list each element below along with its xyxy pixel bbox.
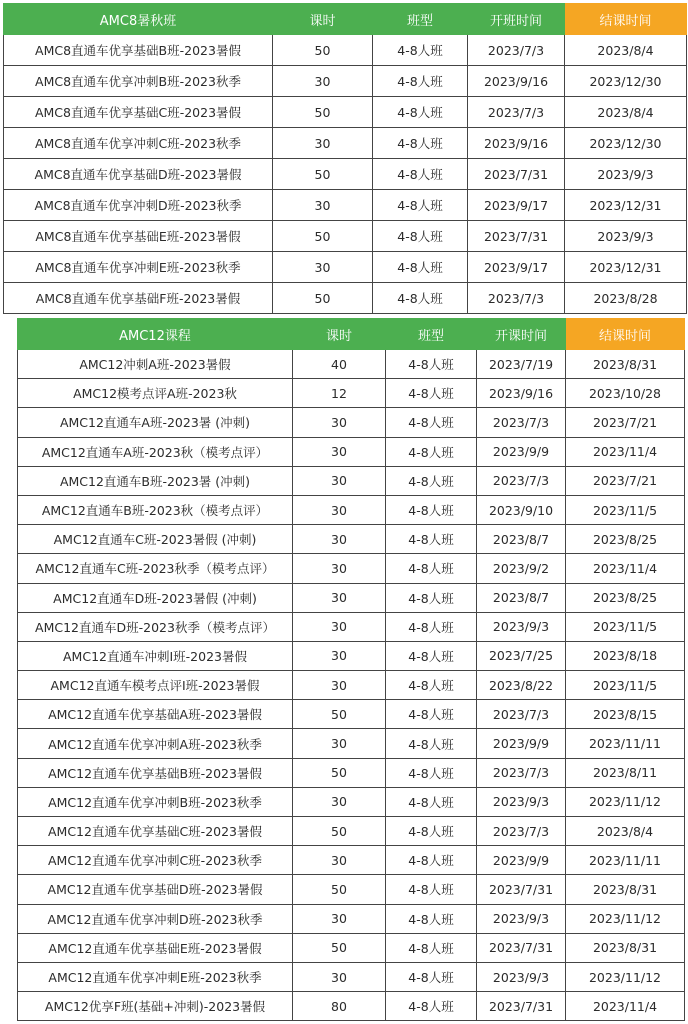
start-date-cell: 2023/7/31 bbox=[468, 159, 565, 190]
class-type-cell: 4-8人班 bbox=[386, 787, 477, 816]
start-date-cell: 2023/7/3 bbox=[468, 283, 565, 314]
hours-cell: 30 bbox=[293, 787, 386, 816]
table-row bbox=[4, 221, 687, 252]
table-row bbox=[18, 408, 685, 437]
start-date-cell: 2023/9/17 bbox=[468, 252, 565, 283]
amc8-header-row bbox=[4, 4, 687, 35]
class-type-cell: 4-8人班 bbox=[386, 671, 477, 700]
start-date-cell: 2023/9/9 bbox=[477, 846, 566, 875]
hours-cell: 30 bbox=[293, 495, 386, 524]
start-date-cell: 2023/9/16 bbox=[468, 66, 565, 97]
course-name-cell: AMC8直通车优享冲刺E班-2023秋季 bbox=[4, 252, 273, 283]
table-row bbox=[18, 817, 685, 846]
table-row bbox=[18, 379, 685, 408]
course-name-cell: AMC12直通车优享冲刺D班-2023秋季 bbox=[18, 904, 293, 933]
course-name-cell: AMC12直通车优享冲刺E班-2023秋季 bbox=[18, 962, 293, 991]
hours-cell: 50 bbox=[273, 97, 373, 128]
hours-cell: 50 bbox=[293, 875, 386, 904]
table-row bbox=[18, 846, 685, 875]
table-row bbox=[18, 437, 685, 466]
course-name-cell: AMC8直通车优享基础C班-2023暑假 bbox=[4, 97, 273, 128]
table-row bbox=[18, 758, 685, 787]
table-row bbox=[18, 962, 685, 991]
table-row bbox=[18, 583, 685, 612]
table-row bbox=[18, 466, 685, 495]
class-type-cell: 4-8人班 bbox=[373, 66, 468, 97]
amc8-schedule-table bbox=[3, 3, 687, 314]
hours-cell: 50 bbox=[273, 159, 373, 190]
end-date-cell: 2023/12/30 bbox=[565, 66, 687, 97]
class-type-cell: 4-8人班 bbox=[386, 962, 477, 991]
course-name-cell: AMC12直通车优享基础B班-2023暑假 bbox=[18, 758, 293, 787]
table-row bbox=[4, 97, 687, 128]
start-date-cell: 2023/9/16 bbox=[477, 379, 566, 408]
start-date-cell: 2023/7/3 bbox=[477, 817, 566, 846]
start-date-cell: 2023/7/3 bbox=[477, 700, 566, 729]
hours-cell: 30 bbox=[293, 408, 386, 437]
header-start-date: 开班时间 bbox=[468, 4, 565, 35]
start-date-cell: 2023/7/19 bbox=[477, 350, 566, 379]
course-name-cell: AMC8直通车优享基础E班-2023暑假 bbox=[4, 221, 273, 252]
hours-cell: 30 bbox=[293, 583, 386, 612]
amc12-table-body bbox=[18, 350, 685, 1021]
end-date-cell: 2023/8/4 bbox=[566, 817, 685, 846]
start-date-cell: 2023/9/9 bbox=[477, 437, 566, 466]
hours-cell: 30 bbox=[293, 729, 386, 758]
hours-cell: 30 bbox=[273, 190, 373, 221]
end-date-cell: 2023/11/12 bbox=[566, 787, 685, 816]
end-date-cell: 2023/11/4 bbox=[566, 554, 685, 583]
hours-cell: 50 bbox=[293, 933, 386, 962]
hours-cell: 30 bbox=[293, 612, 386, 641]
end-date-cell: 2023/11/4 bbox=[566, 437, 685, 466]
table-row bbox=[18, 554, 685, 583]
class-type-cell: 4-8人班 bbox=[386, 437, 477, 466]
class-type-cell: 4-8人班 bbox=[373, 128, 468, 159]
hours-cell: 40 bbox=[293, 350, 386, 379]
hours-cell: 30 bbox=[293, 554, 386, 583]
class-type-cell: 4-8人班 bbox=[386, 846, 477, 875]
end-date-cell: 2023/12/31 bbox=[565, 252, 687, 283]
end-date-cell: 2023/12/30 bbox=[565, 128, 687, 159]
class-type-cell: 4-8人班 bbox=[373, 35, 468, 66]
table-row bbox=[18, 671, 685, 700]
end-date-cell: 2023/11/11 bbox=[566, 846, 685, 875]
end-date-cell: 2023/8/11 bbox=[566, 758, 685, 787]
course-name-cell: AMC12直通车B班-2023秋（模考点评） bbox=[18, 495, 293, 524]
hours-cell: 80 bbox=[293, 992, 386, 1021]
hours-cell: 30 bbox=[293, 671, 386, 700]
course-name-cell: AMC12直通车冲刺I班-2023暑假 bbox=[18, 641, 293, 670]
start-date-cell: 2023/9/3 bbox=[477, 962, 566, 991]
course-name-cell: AMC8直通车优享基础F班-2023暑假 bbox=[4, 283, 273, 314]
table-row bbox=[18, 525, 685, 554]
amc12-schedule-table bbox=[17, 318, 685, 1021]
start-date-cell: 2023/8/22 bbox=[477, 671, 566, 700]
start-date-cell: 2023/9/3 bbox=[477, 787, 566, 816]
table-row bbox=[18, 992, 685, 1021]
course-name-cell: AMC12直通车D班-2023秋季（模考点评） bbox=[18, 612, 293, 641]
start-date-cell: 2023/7/25 bbox=[477, 641, 566, 670]
start-date-cell: 2023/9/17 bbox=[468, 190, 565, 221]
class-type-cell: 4-8人班 bbox=[386, 495, 477, 524]
course-name-cell: AMC12冲刺A班-2023暑假 bbox=[18, 350, 293, 379]
end-date-cell: 2023/12/31 bbox=[565, 190, 687, 221]
class-type-cell: 4-8人班 bbox=[386, 904, 477, 933]
class-type-cell: 4-8人班 bbox=[386, 525, 477, 554]
course-name-cell: AMC8直通车优享冲刺C班-2023秋季 bbox=[4, 128, 273, 159]
hours-cell: 12 bbox=[293, 379, 386, 408]
table-row bbox=[4, 35, 687, 66]
start-date-cell: 2023/8/7 bbox=[477, 583, 566, 612]
class-type-cell: 4-8人班 bbox=[386, 466, 477, 495]
hours-cell: 50 bbox=[293, 700, 386, 729]
class-type-cell: 4-8人班 bbox=[386, 875, 477, 904]
start-date-cell: 2023/7/3 bbox=[468, 35, 565, 66]
hours-cell: 30 bbox=[293, 904, 386, 933]
start-date-cell: 2023/9/10 bbox=[477, 495, 566, 524]
table-row bbox=[4, 128, 687, 159]
table-row bbox=[18, 729, 685, 758]
class-type-cell: 4-8人班 bbox=[386, 583, 477, 612]
header-hours: 课时 bbox=[293, 319, 386, 350]
end-date-cell: 2023/11/11 bbox=[566, 729, 685, 758]
table-row bbox=[18, 700, 685, 729]
course-name-cell: AMC12直通车B班-2023暑 (冲刺) bbox=[18, 466, 293, 495]
course-name-cell: AMC12直通车模考点评I班-2023暑假 bbox=[18, 671, 293, 700]
end-date-cell: 2023/7/21 bbox=[566, 466, 685, 495]
end-date-cell: 2023/11/4 bbox=[566, 992, 685, 1021]
class-type-cell: 4-8人班 bbox=[386, 408, 477, 437]
start-date-cell: 2023/7/3 bbox=[477, 466, 566, 495]
header-class-type: 班型 bbox=[373, 4, 468, 35]
table-row bbox=[18, 875, 685, 904]
hours-cell: 30 bbox=[293, 466, 386, 495]
start-date-cell: 2023/9/9 bbox=[477, 729, 566, 758]
end-date-cell: 2023/8/31 bbox=[566, 933, 685, 962]
start-date-cell: 2023/7/3 bbox=[477, 758, 566, 787]
header-start-date: 开课时间 bbox=[477, 319, 566, 350]
table-row bbox=[18, 641, 685, 670]
course-name-cell: AMC8直通车优享基础B班-2023暑假 bbox=[4, 35, 273, 66]
header-hours: 课时 bbox=[273, 4, 373, 35]
course-name-cell: AMC12直通车A班-2023暑 (冲刺) bbox=[18, 408, 293, 437]
hours-cell: 50 bbox=[293, 758, 386, 787]
start-date-cell: 2023/9/2 bbox=[477, 554, 566, 583]
class-type-cell: 4-8人班 bbox=[386, 933, 477, 962]
course-name-cell: AMC12直通车优享基础A班-2023暑假 bbox=[18, 700, 293, 729]
course-name-cell: AMC8直通车优享基础D班-2023暑假 bbox=[4, 159, 273, 190]
table-row bbox=[18, 350, 685, 379]
end-date-cell: 2023/8/28 bbox=[565, 283, 687, 314]
hours-cell: 30 bbox=[293, 846, 386, 875]
hours-cell: 50 bbox=[273, 35, 373, 66]
end-date-cell: 2023/8/25 bbox=[566, 583, 685, 612]
hours-cell: 50 bbox=[273, 283, 373, 314]
table-row bbox=[18, 495, 685, 524]
table-row bbox=[4, 283, 687, 314]
start-date-cell: 2023/9/16 bbox=[468, 128, 565, 159]
hours-cell: 30 bbox=[293, 437, 386, 466]
end-date-cell: 2023/9/3 bbox=[565, 159, 687, 190]
table-row bbox=[4, 66, 687, 97]
table-row bbox=[4, 190, 687, 221]
course-name-cell: AMC8直通车优享冲刺B班-2023秋季 bbox=[4, 66, 273, 97]
start-date-cell: 2023/9/3 bbox=[477, 904, 566, 933]
course-name-cell: AMC8直通车优享冲刺D班-2023秋季 bbox=[4, 190, 273, 221]
class-type-cell: 4-8人班 bbox=[373, 252, 468, 283]
hours-cell: 30 bbox=[293, 962, 386, 991]
header-end-date: 结课时间 bbox=[565, 4, 687, 35]
table-row bbox=[4, 159, 687, 190]
class-type-cell: 4-8人班 bbox=[386, 817, 477, 846]
course-name-cell: AMC12直通车优享基础C班-2023暑假 bbox=[18, 817, 293, 846]
header-class-type: 班型 bbox=[386, 319, 477, 350]
start-date-cell: 2023/7/31 bbox=[477, 933, 566, 962]
class-type-cell: 4-8人班 bbox=[386, 729, 477, 758]
start-date-cell: 2023/7/31 bbox=[477, 992, 566, 1021]
amc8-table-body bbox=[4, 35, 687, 314]
header-course: AMC12课程 bbox=[18, 319, 293, 350]
hours-cell: 30 bbox=[293, 641, 386, 670]
end-date-cell: 2023/8/4 bbox=[565, 97, 687, 128]
end-date-cell: 2023/11/5 bbox=[566, 495, 685, 524]
start-date-cell: 2023/9/3 bbox=[477, 612, 566, 641]
course-name-cell: AMC12优享F班(基础+冲刺)-2023暑假 bbox=[18, 992, 293, 1021]
amc12-header-row bbox=[18, 319, 685, 350]
end-date-cell: 2023/11/12 bbox=[566, 962, 685, 991]
class-type-cell: 4-8人班 bbox=[386, 350, 477, 379]
end-date-cell: 2023/8/18 bbox=[566, 641, 685, 670]
end-date-cell: 2023/8/4 bbox=[565, 35, 687, 66]
end-date-cell: 2023/8/31 bbox=[566, 875, 685, 904]
course-name-cell: AMC12直通车优享基础D班-2023暑假 bbox=[18, 875, 293, 904]
class-type-cell: 4-8人班 bbox=[373, 283, 468, 314]
end-date-cell: 2023/10/28 bbox=[566, 379, 685, 408]
hours-cell: 30 bbox=[273, 66, 373, 97]
course-name-cell: AMC12直通车优享冲刺C班-2023秋季 bbox=[18, 846, 293, 875]
start-date-cell: 2023/7/31 bbox=[477, 875, 566, 904]
course-name-cell: AMC12模考点评A班-2023秋 bbox=[18, 379, 293, 408]
start-date-cell: 2023/7/3 bbox=[477, 408, 566, 437]
course-name-cell: AMC12直通车优享基础E班-2023暑假 bbox=[18, 933, 293, 962]
end-date-cell: 2023/11/5 bbox=[566, 612, 685, 641]
end-date-cell: 2023/7/21 bbox=[566, 408, 685, 437]
class-type-cell: 4-8人班 bbox=[373, 159, 468, 190]
table-row bbox=[18, 933, 685, 962]
course-name-cell: AMC12直通车A班-2023秋（模考点评） bbox=[18, 437, 293, 466]
end-date-cell: 2023/8/25 bbox=[566, 525, 685, 554]
class-type-cell: 4-8人班 bbox=[386, 641, 477, 670]
header-end-date: 结课时间 bbox=[566, 319, 685, 350]
hours-cell: 30 bbox=[273, 252, 373, 283]
hours-cell: 50 bbox=[293, 817, 386, 846]
course-name-cell: AMC12直通车优享冲刺A班-2023秋季 bbox=[18, 729, 293, 758]
table-row bbox=[18, 612, 685, 641]
hours-cell: 50 bbox=[273, 221, 373, 252]
class-type-cell: 4-8人班 bbox=[386, 700, 477, 729]
start-date-cell: 2023/7/31 bbox=[468, 221, 565, 252]
course-name-cell: AMC12直通车C班-2023暑假 (冲刺) bbox=[18, 525, 293, 554]
hours-cell: 30 bbox=[293, 525, 386, 554]
course-name-cell: AMC12直通车C班-2023秋季（模考点评） bbox=[18, 554, 293, 583]
class-type-cell: 4-8人班 bbox=[386, 379, 477, 408]
table-row bbox=[18, 787, 685, 816]
start-date-cell: 2023/7/3 bbox=[468, 97, 565, 128]
end-date-cell: 2023/11/5 bbox=[566, 671, 685, 700]
class-type-cell: 4-8人班 bbox=[373, 190, 468, 221]
course-name-cell: AMC12直通车D班-2023暑假 (冲刺) bbox=[18, 583, 293, 612]
hours-cell: 30 bbox=[273, 128, 373, 159]
end-date-cell: 2023/8/31 bbox=[566, 350, 685, 379]
table-row bbox=[18, 904, 685, 933]
start-date-cell: 2023/8/7 bbox=[477, 525, 566, 554]
class-type-cell: 4-8人班 bbox=[386, 758, 477, 787]
class-type-cell: 4-8人班 bbox=[386, 554, 477, 583]
class-type-cell: 4-8人班 bbox=[386, 612, 477, 641]
table-row bbox=[4, 252, 687, 283]
class-type-cell: 4-8人班 bbox=[373, 97, 468, 128]
class-type-cell: 4-8人班 bbox=[386, 992, 477, 1021]
end-date-cell: 2023/11/12 bbox=[566, 904, 685, 933]
end-date-cell: 2023/8/15 bbox=[566, 700, 685, 729]
header-course: AMC8暑秋班 bbox=[4, 4, 273, 35]
class-type-cell: 4-8人班 bbox=[373, 221, 468, 252]
end-date-cell: 2023/9/3 bbox=[565, 221, 687, 252]
course-name-cell: AMC12直通车优享冲刺B班-2023秋季 bbox=[18, 787, 293, 816]
